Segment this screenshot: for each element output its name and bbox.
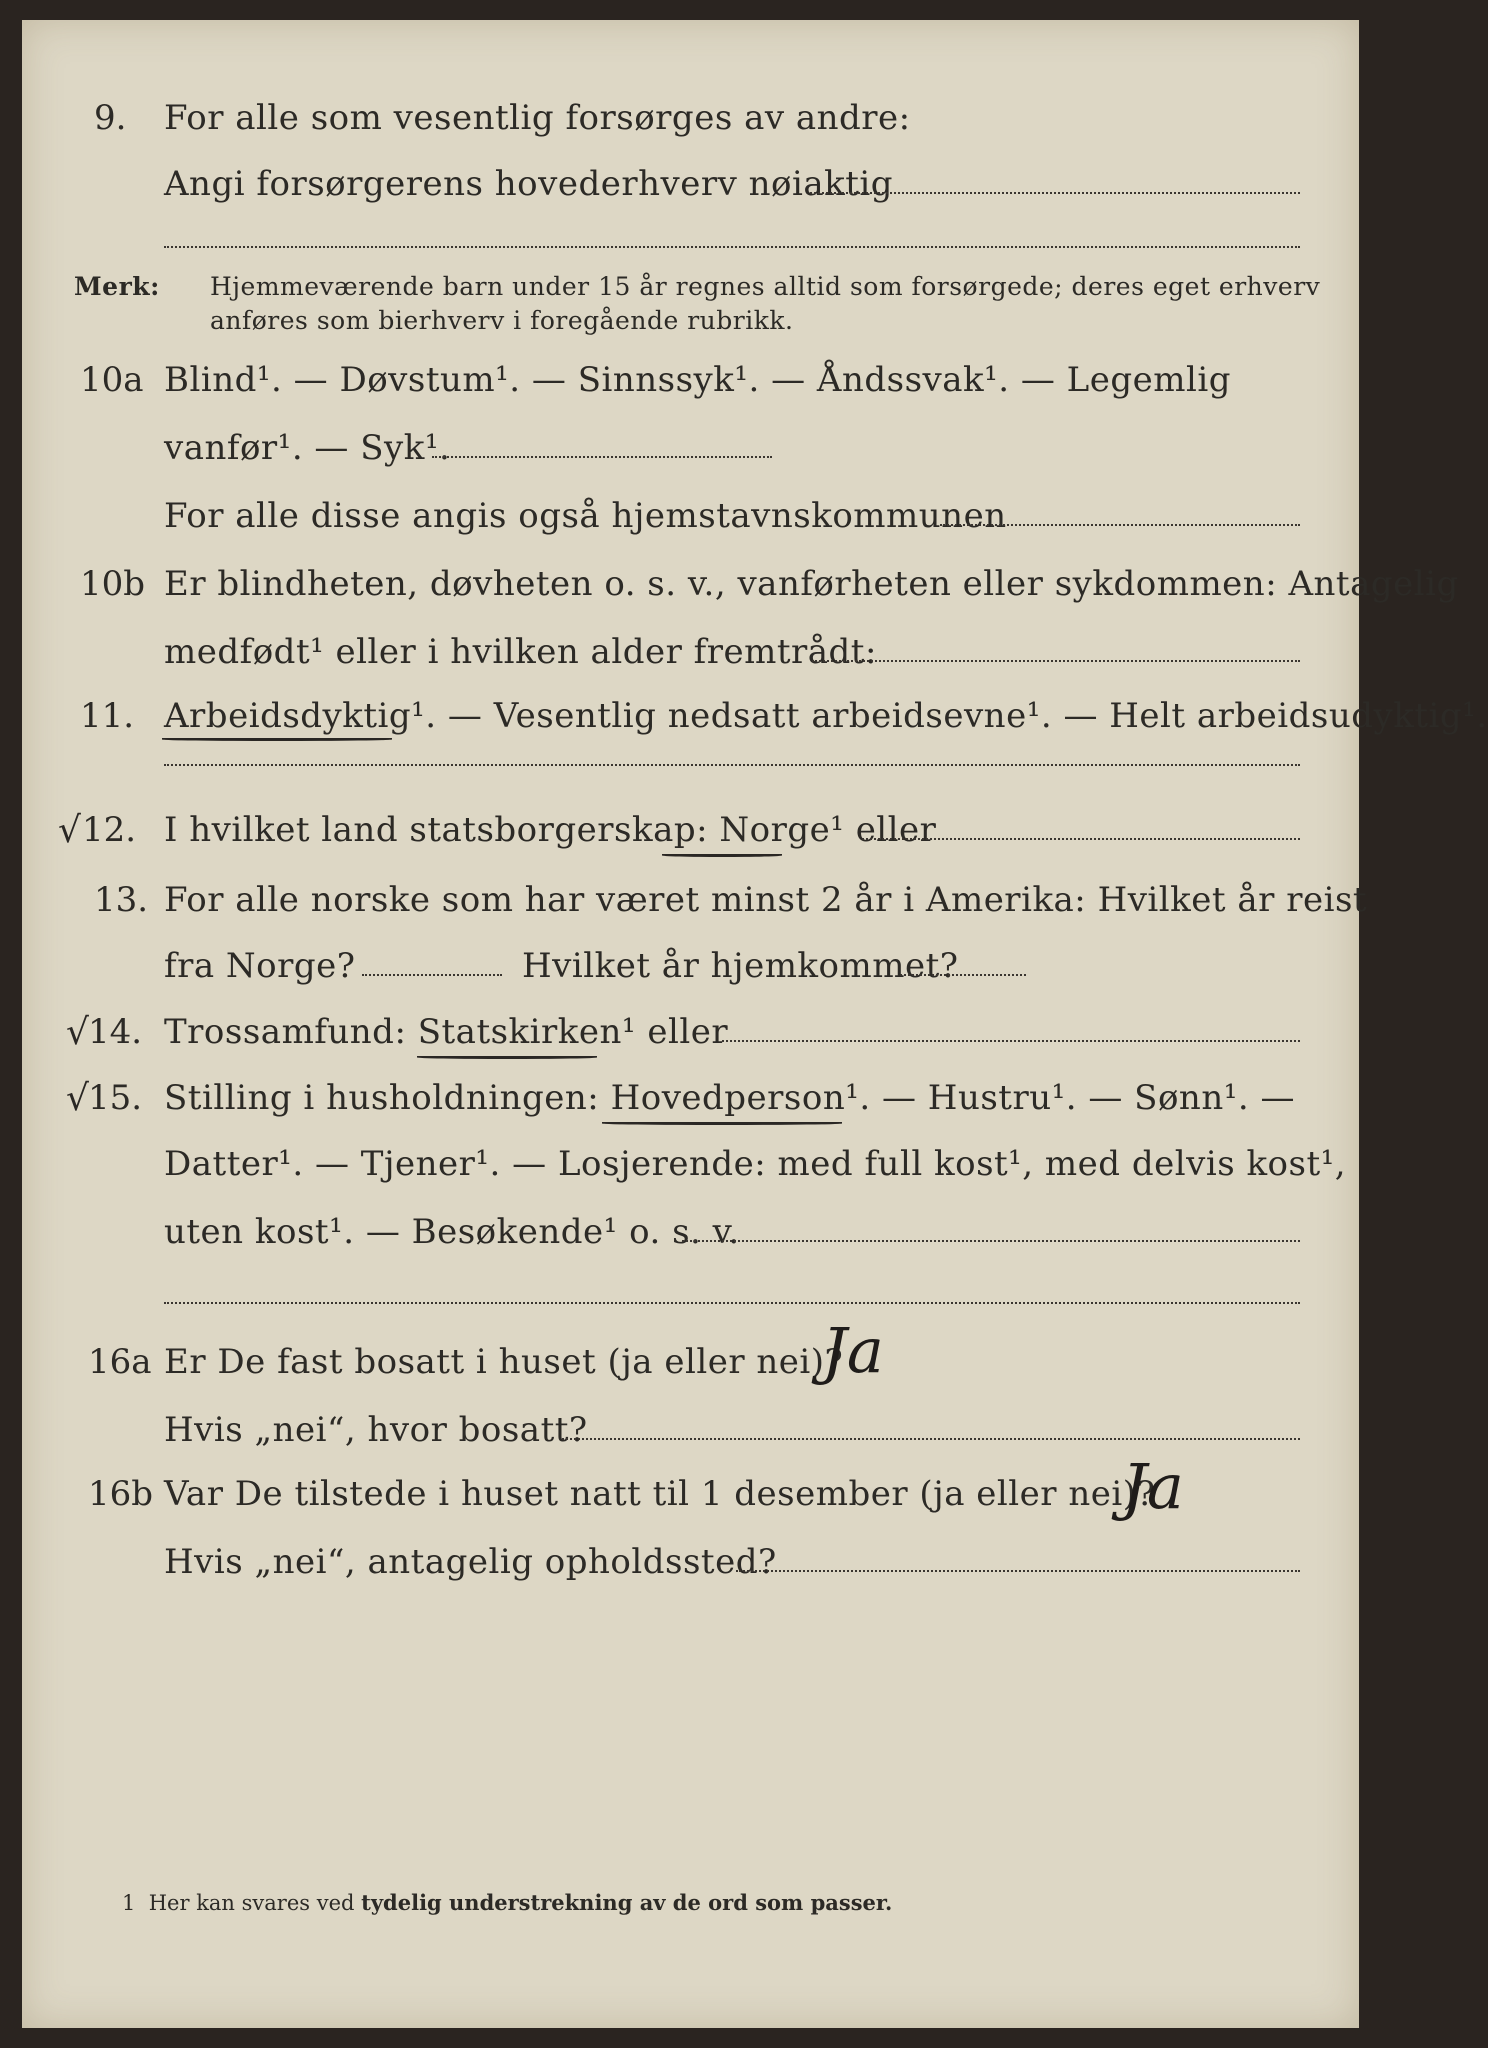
q14-question: Trossamfund: (164, 1012, 407, 1052)
q15-answer-line[interactable] (682, 1240, 1300, 1242)
q14-underline-mark (417, 1056, 597, 1059)
q16b-line1: Var De tilstede i huset natt til 1 desember (ja eller nei)? (164, 1474, 1156, 1514)
q15-answer-line-2[interactable] (164, 1302, 1300, 1304)
q9-answer-line-2[interactable] (164, 246, 1300, 248)
q14-number: 14. (88, 1012, 143, 1052)
q12-check-mark: √ (58, 810, 81, 851)
q14-line (164, 1012, 728, 1052)
merk-label: Merk: (74, 272, 160, 301)
q16a-line1: Er De fast bosatt i huset (ja eller nei)? (164, 1342, 844, 1382)
merk-line2: anføres som bierhverv i foregående rubrikk. (210, 306, 794, 335)
q12-question: I hvilket land statsborgerskap: (164, 810, 709, 850)
q15-question: Stilling i husholdningen: (164, 1078, 600, 1118)
q11-rest: — Vesentlig nedsatt arbeidsevne¹. — Helt arbeidsudyktig¹. (447, 696, 1488, 736)
q15-rest1: — Hustru¹. — Sønn¹. — (882, 1078, 1295, 1118)
q14-answer-line[interactable] (722, 1040, 1300, 1042)
q10a-number: 10a (80, 360, 144, 400)
q10b-line1: Er blindheten, døvheten o. s. v., vanførheten eller sykdommen: Antagelig (164, 564, 1459, 604)
q12-answer-line[interactable] (862, 838, 1300, 840)
q15-check-mark: √ (66, 1078, 89, 1119)
q16a-handwritten-answer[interactable]: Ja (822, 1314, 884, 1387)
census-form-page (22, 20, 1488, 2028)
q10b-line2: medfødt¹ eller i hvilken alder fremtrådt: (164, 632, 877, 672)
q16a-line2: Hvis „nei“, hvor bosatt? (164, 1410, 588, 1450)
footnote-number: 1 (122, 1891, 136, 1915)
q11-number: 11. (80, 696, 135, 736)
q12-option-norge[interactable]: Norge¹ (719, 810, 845, 850)
q15-line3: uten kost¹. — Besøkende¹ o. s. v. (164, 1212, 740, 1252)
q11-option-arbeidsdyktig[interactable]: Arbeidsdyktig¹. (164, 696, 437, 736)
q9-number: 9. (94, 98, 127, 138)
q13-line2a: fra Norge? (164, 946, 356, 986)
q13-reist-line[interactable] (362, 974, 502, 976)
q14-check-mark: √ (66, 1012, 89, 1053)
q16b-number: 16b (88, 1474, 154, 1514)
q12-line (164, 810, 936, 850)
q12-underline-mark (662, 854, 782, 857)
q10b-answer-line[interactable] (812, 660, 1300, 662)
merk-line1: Hjemmeværende barn under 15 år regnes alltid som forsørgede; deres eget erhverv (210, 272, 1321, 301)
q11-underline-mark (162, 738, 392, 741)
q15-underline-mark (602, 1122, 842, 1125)
q13-number: 13. (94, 880, 149, 920)
q9-line1: For alle som vesentlig forsørges av andre: (164, 98, 911, 138)
footnote-text: Her kan svares ved (148, 1891, 355, 1915)
q15-number: 15. (88, 1078, 143, 1118)
q9-answer-line[interactable] (810, 192, 1300, 194)
q15-line2: Datter¹. — Tjener¹. — Losjerende: med full kost¹, med delvis kost¹, (164, 1144, 1347, 1184)
q15-line1 (164, 1078, 1295, 1118)
q11-answer-line[interactable] (164, 764, 1300, 766)
q9-line2: Angi forsørgerens hovederhverv nøiaktig (164, 164, 894, 204)
q13-line2b: Hvilket år hjemkommet? (522, 946, 959, 986)
footnote (122, 1890, 892, 1915)
q10a-line3: For alle disse angis også hjemstavnskommunen (164, 496, 1007, 536)
q13-line1: For alle norske som har været minst 2 år i Amerika: Hvilket år reist (164, 880, 1368, 920)
q12-eller: eller (855, 810, 937, 850)
q12-number: 12. (82, 810, 137, 850)
q16a-number: 16a (88, 1342, 152, 1382)
q16a-answer-line[interactable] (562, 1438, 1300, 1440)
q15-option-hovedperson[interactable]: Hovedperson¹. (610, 1078, 871, 1118)
q14-eller: eller (647, 1012, 729, 1052)
q11-line (164, 696, 1488, 736)
q13-hjemkommet-line[interactable] (900, 974, 1026, 976)
q16b-handwritten-answer[interactable]: Ja (1122, 1450, 1184, 1523)
q16b-line2: Hvis „nei“, antagelig opholdssted? (164, 1542, 777, 1582)
q10b-number: 10b (80, 564, 146, 604)
q14-option-statskirken[interactable]: Statskirken¹ (417, 1012, 637, 1052)
q10a-line2: vanfør¹. — Syk¹. (164, 428, 451, 468)
footnote-bold-text: tydelig understrekning av de ord som passer. (361, 1890, 893, 1915)
q10a-line1: Blind¹. — Døvstum¹. — Sinnssyk¹. — Åndssvak¹. — Legemlig (164, 360, 1231, 400)
q10a-kommune-line[interactable] (940, 524, 1300, 526)
q10a-answer-line[interactable] (432, 456, 772, 458)
q16b-answer-line[interactable] (736, 1570, 1300, 1572)
